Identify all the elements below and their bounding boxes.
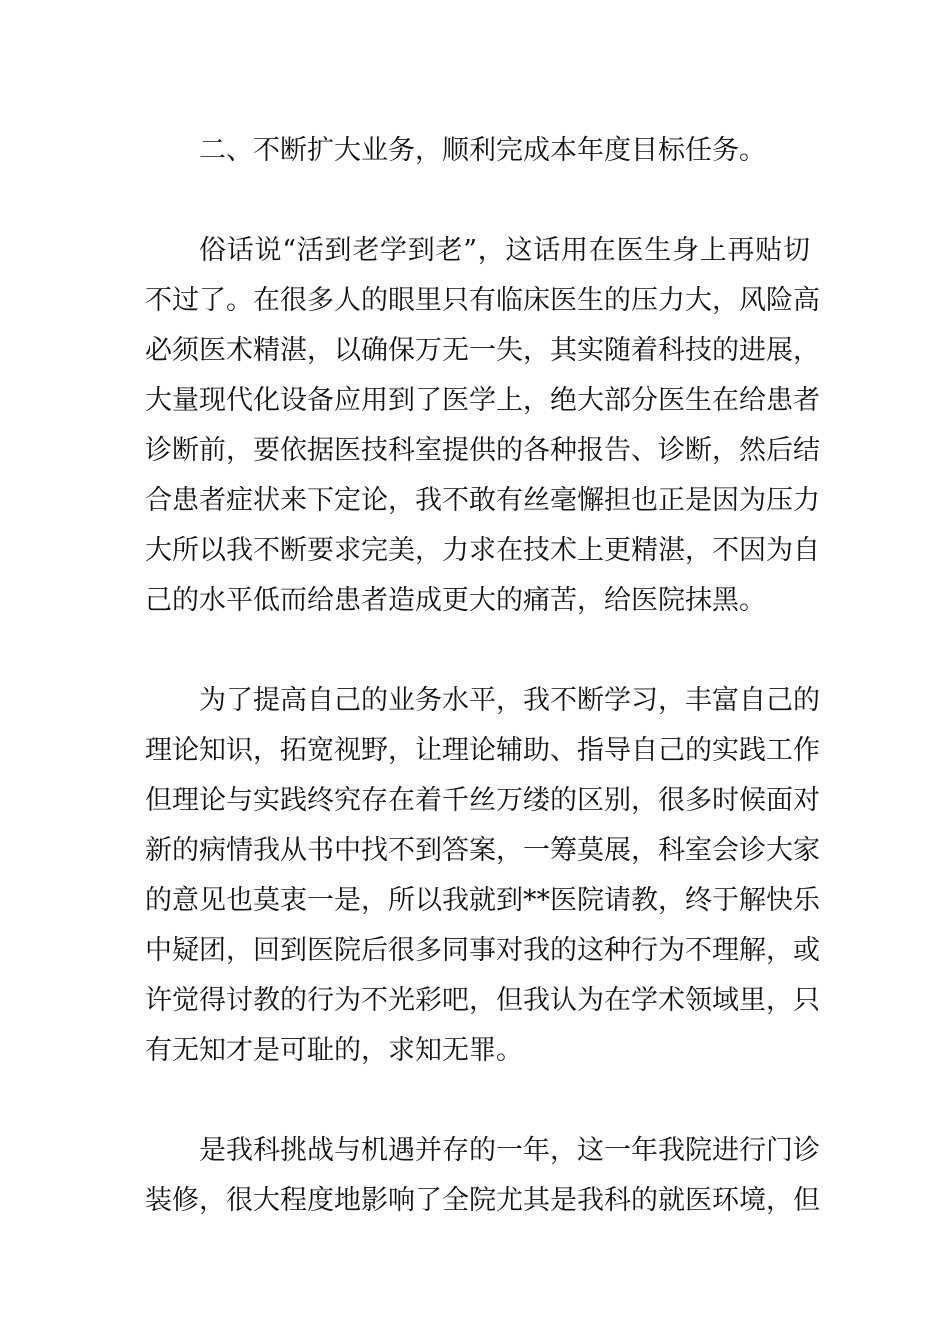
- document-body: [145, 126, 820, 1226]
- paragraph-line: 新的病情我从书中找不到答案，一筹莫展，科室会诊大家: [145, 835, 820, 866]
- paragraph-line: 有无知才是可耻的，求知无罪。: [145, 1035, 523, 1066]
- paragraph-line: 中疑团，回到医院后很多同事对我的这种行为不理解，或: [145, 935, 820, 966]
- paragraph-line: 许觉得讨教的行为不光彩吧，但我认为在学术领域里，只: [145, 985, 820, 1016]
- paragraph-gap: [145, 1076, 810, 1126]
- paragraph-line: 为了提高自己的业务水平，我不断学习，丰富自己的: [199, 685, 820, 716]
- section-heading: 二、不断扩大业务，顺利完成本年度目标任务。: [199, 135, 766, 166]
- paragraph-gap: [145, 626, 810, 676]
- paragraph-line: 但理论与实践终究存在着千丝万缕的区别，很多时候面对: [145, 785, 820, 816]
- paragraph-2: [145, 676, 820, 1076]
- paragraph-3: [145, 1126, 820, 1226]
- paragraph-1: [145, 226, 820, 626]
- paragraph-line: 必须医术精湛，以确保万无一失，其实随着科技的进展，: [145, 335, 820, 366]
- paragraph-line: 的意见也莫衷一是，所以我就到**医院请教，终于解快乐: [145, 885, 820, 916]
- paragraph-line: 合患者症状来下定论，我不敢有丝毫懈担也正是因为压力: [145, 485, 820, 516]
- paragraph-line: 装修，很大程度地影响了全院尤其是我科的就医环境，但: [145, 1185, 820, 1216]
- paragraph-line: 己的水平低而给患者造成更大的痛苦，给医院抹黑。: [145, 585, 766, 616]
- paragraph-line: 不过了。在很多人的眼里只有临床医生的压力大，风险高: [145, 285, 820, 316]
- paragraph-line: 诊断前，要依据医技科室提供的各种报告、诊断，然后结: [145, 435, 820, 466]
- paragraph-line: 是我科挑战与机遇并存的一年，这一年我院进行门诊: [199, 1135, 820, 1166]
- paragraph-line: 大所以我不断要求完美，力求在技术上更精湛，不因为自: [145, 535, 820, 566]
- paragraph-gap: [145, 176, 810, 226]
- paragraph-line: 理论知识，拓宽视野，让理论辅助、指导自己的实践工作: [145, 735, 820, 766]
- paragraph-line: 俗话说“活到老学到老”，这话用在医生身上再贴切: [199, 235, 810, 266]
- paragraph-line: 大量现代化设备应用到了医学上，绝大部分医生在给患者: [145, 385, 820, 416]
